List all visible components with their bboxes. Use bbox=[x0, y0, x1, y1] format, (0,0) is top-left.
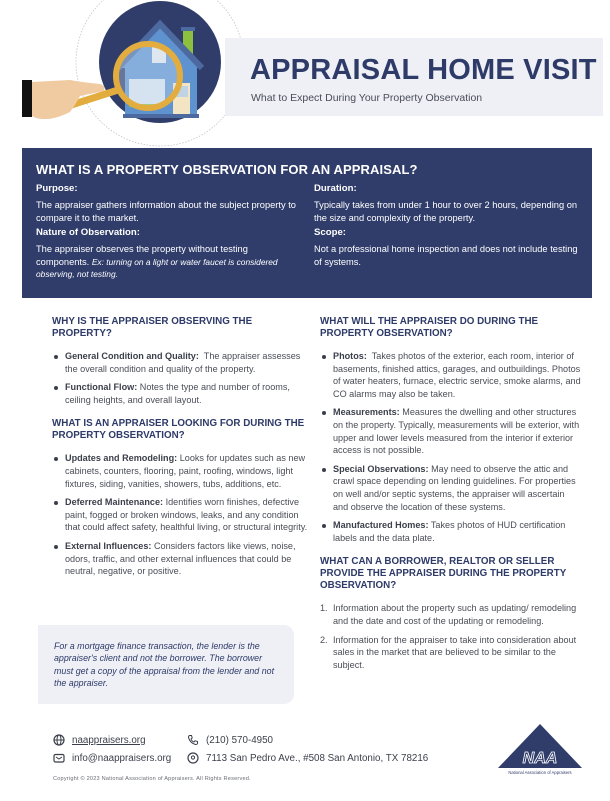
header-illustration bbox=[0, 0, 250, 150]
looking-for-list bbox=[52, 452, 314, 577]
overview-panel bbox=[22, 148, 592, 298]
item-text: Identifies worn finishes, defective paint, fogged or broken windows, leaks, and any condition that could affect safety, healthful living, or structural integrity. bbox=[65, 497, 308, 533]
nature-paragraph bbox=[36, 243, 300, 281]
item-text: Considers factors like views, noise, odors, traffic, and other external influences that could be neutral, negative, or positive. bbox=[65, 540, 296, 577]
item-label: Functional Flow: bbox=[65, 382, 138, 393]
globe-icon bbox=[53, 734, 65, 746]
list-item bbox=[52, 350, 314, 375]
item-label: Manufactured Homes: bbox=[333, 520, 429, 531]
list-item bbox=[320, 350, 582, 400]
item-text: Measures the dwelling and other structures on the property. Typically, measurements will be exterior, with upper and lower levels measured from the interior if exterior access is not possible. bbox=[333, 407, 580, 456]
list-item bbox=[52, 381, 314, 406]
why-list bbox=[52, 350, 314, 406]
scope-text: Not a professional home inspection and does not include testing of systems. bbox=[314, 244, 578, 267]
list-item bbox=[320, 406, 582, 456]
item-text: Notes the type and number of rooms, ceiling heights, and overall layout. bbox=[65, 382, 290, 405]
will-do-list bbox=[320, 350, 582, 544]
scope-label: Scope: bbox=[314, 227, 346, 239]
nature-example: Ex: turning on a light or water faucet is considered observing, not testing. bbox=[36, 256, 278, 280]
list-item bbox=[320, 463, 582, 513]
list-item bbox=[52, 496, 314, 534]
item-number: 2. bbox=[320, 634, 328, 645]
provide-list bbox=[320, 602, 582, 671]
lender-note: For a mortgage finance transaction, the lender is the appraiser's client and not the borrower. The borrower must get a copy of the appraisal from the lender and not the appraiser. bbox=[38, 625, 294, 704]
website-link[interactable]: naappraisers.org bbox=[72, 734, 146, 746]
email-link[interactable]: info@naappraisers.org bbox=[72, 752, 172, 764]
location-pin-icon bbox=[187, 752, 199, 764]
item-text: Information about the property such as updating/ remodeling and the date and cost of the updating or remodeling. bbox=[333, 603, 577, 626]
item-text: Takes photos of the exterior, each room, interior of basements, finished attics, garages, and outbuildings. Photos of water heaters, furnace, electric service, smoke alarms, and CO alarms may also be taken. bbox=[333, 351, 581, 399]
item-label: Deferred Maintenance: bbox=[65, 497, 164, 508]
will-do-heading: WHAT WILL THE APPRAISER DO DURING THE PROPERTY OBSERVATION? bbox=[320, 316, 539, 339]
logo-letters: NAA bbox=[522, 750, 558, 767]
why-heading: WHY IS THE APPRAISER OBSERVING THE PROPERTY? bbox=[52, 316, 253, 339]
list-item bbox=[320, 634, 582, 672]
email-row bbox=[53, 752, 171, 764]
overview-heading: WHAT IS A PROPERTY OBSERVATION FOR AN APPRAISAL? bbox=[36, 162, 418, 177]
item-label: General Condition and Quality: bbox=[65, 351, 199, 361]
address-row bbox=[187, 752, 428, 764]
naa-logo-triangle bbox=[488, 722, 592, 770]
item-text: The appraiser assesses the overall condition and quality of the property. bbox=[65, 351, 301, 374]
website-row bbox=[53, 734, 146, 746]
address-text: 7113 San Pedro Ave., #508 San Antonio, TX 78216 bbox=[206, 752, 429, 764]
item-label: External Influences: bbox=[65, 540, 152, 551]
item-text: Information for the appraiser to take into consideration about sales in the market that are believed to be similar to the subject. bbox=[333, 634, 577, 670]
item-text: Takes photos of HUD certification labels and the data plate. bbox=[333, 520, 566, 543]
left-column bbox=[52, 316, 314, 584]
nature-text: The appraiser observes the property without testing components. bbox=[36, 244, 248, 267]
naa-logo bbox=[488, 722, 592, 780]
item-label: Special Observations: bbox=[333, 463, 429, 474]
item-label: Measurements: bbox=[333, 407, 400, 418]
copyright: Copyright © 2023 National Association of Appraisers. All Rights Reserved. bbox=[53, 776, 251, 782]
logo-caption: National Association of Appraisers bbox=[508, 770, 572, 775]
list-item bbox=[320, 602, 582, 627]
page-subtitle: What to Expect During Your Property Observation bbox=[251, 92, 483, 104]
duration-label: Duration: bbox=[314, 183, 357, 194]
item-label: Photos: bbox=[333, 351, 367, 361]
item-text: May need to observe the attic and crawl space depending on lending guidelines. For properties on well and/or septic systems, the appraiser will ascertain and observe the location of these systems. bbox=[333, 463, 576, 512]
phone-number[interactable]: (210) 570-4950 bbox=[206, 734, 273, 746]
phone-row bbox=[187, 734, 273, 746]
list-item bbox=[320, 519, 582, 544]
phone-icon bbox=[187, 734, 199, 746]
purpose-label: Purpose: bbox=[36, 183, 78, 194]
purpose-text: The appraiser gathers information about the subject property to compare it to the market. bbox=[36, 200, 296, 223]
looking-for-heading: WHAT IS AN APPRAISER LOOKING FOR DURING THE PROPERTY OBSERVATION? bbox=[52, 418, 305, 442]
list-item bbox=[52, 452, 314, 490]
item-number: 1. bbox=[320, 603, 328, 614]
overview-left-column bbox=[36, 183, 300, 284]
provide-heading: WHAT CAN A BORROWER, REALTOR OR SELLER PROVIDE THE APPRAISER DURING THE PROPERTY OBSERVATION? bbox=[320, 556, 567, 592]
nature-label: Nature of Observation: bbox=[36, 227, 140, 239]
item-label: Updates and Remodeling: bbox=[65, 453, 178, 464]
item-text: Looks for updates such as new cabinets, counters, flooring, paint, roofing, windows, light fixtures, siding, vanities, showers, tubs, additions, etc. bbox=[65, 453, 306, 489]
duration-text: Typically takes from under 1 hour to over 2 hours, depending on the size and complexity of the property. bbox=[314, 200, 578, 223]
list-item bbox=[52, 540, 314, 578]
mail-icon bbox=[53, 752, 65, 764]
page-title: APPRAISAL HOME VISIT bbox=[250, 54, 597, 86]
overview-right-column bbox=[314, 183, 578, 284]
right-column bbox=[320, 316, 582, 677]
